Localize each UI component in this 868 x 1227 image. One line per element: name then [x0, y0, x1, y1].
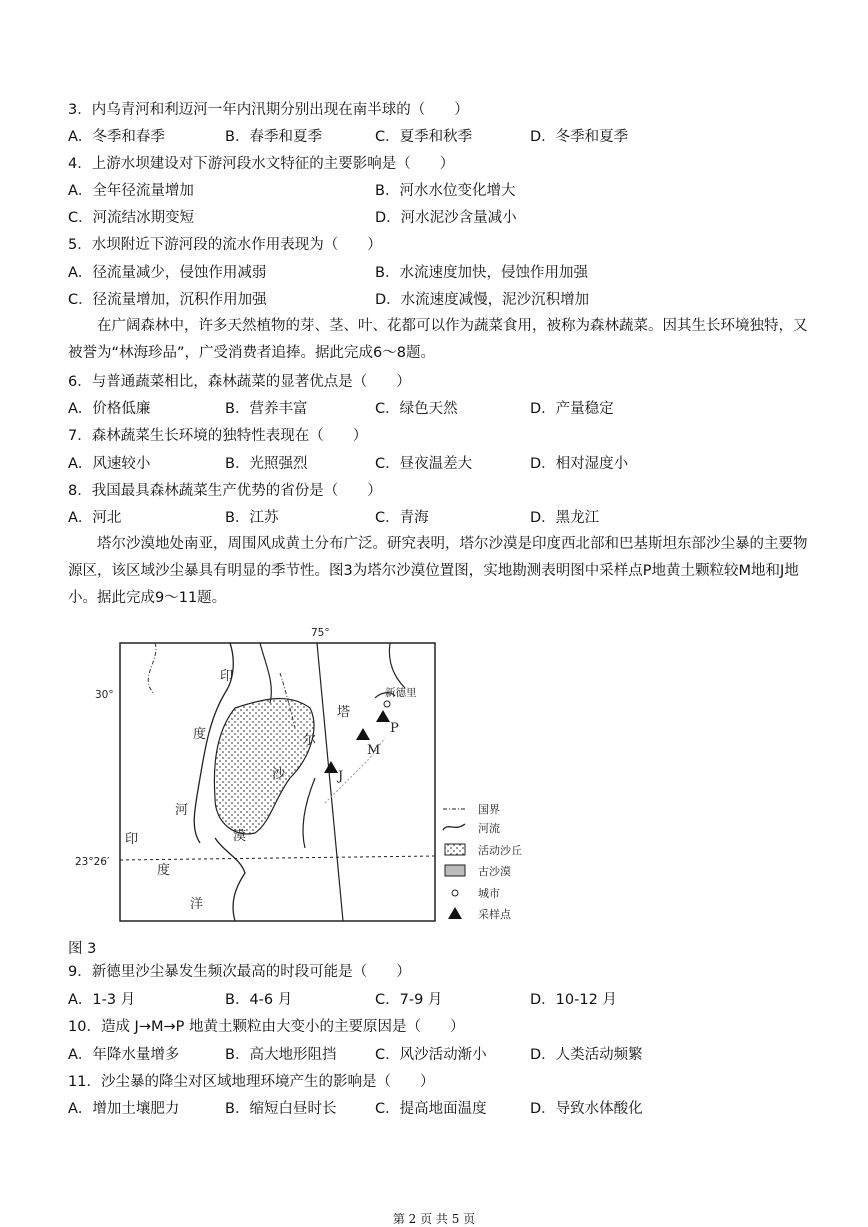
legend-sample-symbol [448, 907, 462, 919]
question-3-stem: 3．内乌青河和利迈河一年内汛期分别出现在南半球的（ ） [68, 102, 469, 118]
question-6-stem: 6．与普通蔬菜相比，森林蔬菜的显著优点是（ ） [68, 374, 411, 390]
coast-2 [303, 778, 315, 848]
q11-option-b: B．缩短白昼时长 [225, 1101, 337, 1117]
question-10-stem: 10．造成 J→M→P 地黄土颗粒由大变小的主要原因是（ ） [68, 1019, 465, 1035]
lat30-label: 30° [95, 689, 114, 701]
thar-desert-area [214, 699, 317, 834]
river-2 [260, 643, 271, 703]
question-11-stem: 11．沙尘暴的降尘对区域地理环境产生的影响是（ ） [68, 1074, 435, 1090]
legend-river: 河流 [478, 822, 500, 835]
q11-option-c: C．提高地面温度 [375, 1101, 487, 1117]
q8-option-d: D．黑龙江 [530, 510, 600, 526]
q7-option-b: B．光照强烈 [225, 456, 308, 472]
legend-ancient-desert: 古沙漠 [478, 865, 511, 878]
border-line [148, 643, 156, 693]
q9-option-a: A．1-3 月 [68, 992, 136, 1008]
sample-point-j [324, 761, 338, 773]
q7-option-d: D．相对湿度小 [530, 456, 629, 472]
q9-option-c: C．7-9 月 [375, 992, 443, 1008]
q8-option-c: C．青海 [375, 510, 429, 526]
coastline [215, 838, 245, 921]
q5-option-d: D．水流速度减慢，泥沙沉积增加 [375, 292, 590, 308]
q5-option-c: C．径流量增加，沉积作用加强 [68, 292, 267, 308]
q3-option-b: B．春季和夏季 [225, 129, 322, 145]
map-legend [443, 803, 522, 921]
q7-option-c: C．昼夜温差大 [375, 456, 473, 472]
map-label-er: 尔 [303, 733, 317, 748]
q6-option-a: A．价格低廉 [68, 401, 151, 417]
page-footer: 第 2 页 共 5 页 [392, 1212, 476, 1226]
map-label-ocean-du: 度 [157, 863, 171, 878]
tropic-label: 23°26′ [75, 856, 110, 868]
map-label-sha: 沙 [272, 767, 286, 782]
q3-option-c: C．夏季和秋季 [375, 129, 473, 145]
river-3 [389, 643, 405, 688]
sample-point-m [356, 728, 370, 740]
q5-option-b: B．水流速度加快，侵蚀作用加强 [375, 265, 588, 281]
q7-option-a: A．风速较小 [68, 456, 151, 472]
map-label-ta: 塔 [337, 705, 351, 720]
reading-passage-thar-desert: 塔尔沙漠地处南亚，周围风成黄土分布广泛。研究表明，塔尔沙漠是印度西北部和巴基斯坦东部沙尘暴的主要物源区，该区域沙尘暴具有明显的季节性。图3为塔尔沙漠位置图，实地勘测表明图中采样点P地黄土颗粒较M地和J地小。据此完成9～11题。 [68, 536, 808, 606]
q10-option-d: D．人类活动频繁 [530, 1047, 643, 1063]
q4-option-c: C．河流结冰期变短 [68, 210, 195, 226]
city-label: 新德里 [385, 687, 417, 699]
legend-ancient-desert-symbol [445, 865, 465, 876]
q10-option-b: B．高大地形阻挡 [225, 1047, 337, 1063]
legend-city: 城市 [478, 887, 500, 900]
question-4-stem: 4．上游水坝建设对下游河段水文特征的主要影响是（ ） [68, 156, 455, 172]
q8-option-b: B．江苏 [225, 510, 279, 526]
q10-option-a: A．年降水量增多 [68, 1047, 180, 1063]
q9-option-d: D．10-12 月 [530, 992, 617, 1008]
sample-label-m: M [367, 743, 381, 758]
map-label-mo: 漠 [233, 829, 247, 844]
legend-dune-symbol [445, 844, 465, 855]
map-label-du: 度 [193, 727, 207, 742]
legend-city-symbol [452, 890, 458, 896]
reading-passage-forest-vegetables: 在广阔森林中，许多天然植物的芽、茎、叶、花都可以作为蔬菜食用，被称为森林蔬菜。因其生长环境独特，又被誉为“林海珍品”，广受消费者追捧。据此完成6～8题。 [68, 318, 808, 361]
legend-river-symbol [443, 824, 465, 830]
q6-option-c: C．绿色天然 [375, 401, 458, 417]
q3-option-a: A．冬季和春季 [68, 129, 165, 145]
q8-option-a: A．河北 [68, 510, 122, 526]
map-label-he: 河 [175, 803, 189, 818]
q6-option-b: B．营养丰富 [225, 401, 308, 417]
legend-sample-point: 采样点 [478, 908, 511, 921]
legend-active-dunes: 活动沙丘 [478, 844, 522, 857]
q5-option-a: A．径流量减少，侵蚀作用减弱 [68, 265, 267, 281]
sample-label-j: J [338, 769, 344, 784]
longitude-label: 75° [311, 627, 330, 639]
question-7-stem: 7．森林蔬菜生长环境的独特性表现在（ ） [68, 428, 368, 444]
q4-option-a: A．全年径流量增加 [68, 183, 194, 199]
sample-label-p: P [390, 721, 399, 736]
tropic-line [120, 856, 435, 860]
question-5-stem: 5．水坝附近下游河段的流水作用表现为（ ） [68, 237, 382, 253]
q11-option-d: D．导致水体酸化 [530, 1101, 643, 1117]
question-8-stem: 8．我国最具森林蔬菜生产优势的省份是（ ） [68, 483, 382, 499]
map-label-ocean-yin: 印 [125, 832, 139, 847]
q6-option-d: D．产量稳定 [530, 401, 614, 417]
q9-option-b: B．4-6 月 [225, 992, 293, 1008]
q4-option-d: D．河水泥沙含量减小 [375, 210, 517, 226]
q11-option-a: A．增加土壤肥力 [68, 1101, 180, 1117]
question-9-stem: 9．新德里沙尘暴发生频次最高的时段可能是（ ） [68, 964, 411, 980]
legend-border: 国界 [478, 803, 500, 816]
q4-option-b: B．河水水位变化增大 [375, 183, 516, 199]
q3-option-d: D．冬季和夏季 [530, 129, 629, 145]
figure-caption: 图 3 [68, 941, 97, 957]
sample-point-p [376, 710, 390, 722]
map-label-yin: 印 [220, 669, 234, 684]
city-new-delhi-marker [384, 701, 390, 707]
thar-desert-location-map [65, 618, 535, 928]
map-label-ocean-yang: 洋 [190, 897, 204, 912]
q10-option-c: C．风沙活动渐小 [375, 1047, 487, 1063]
